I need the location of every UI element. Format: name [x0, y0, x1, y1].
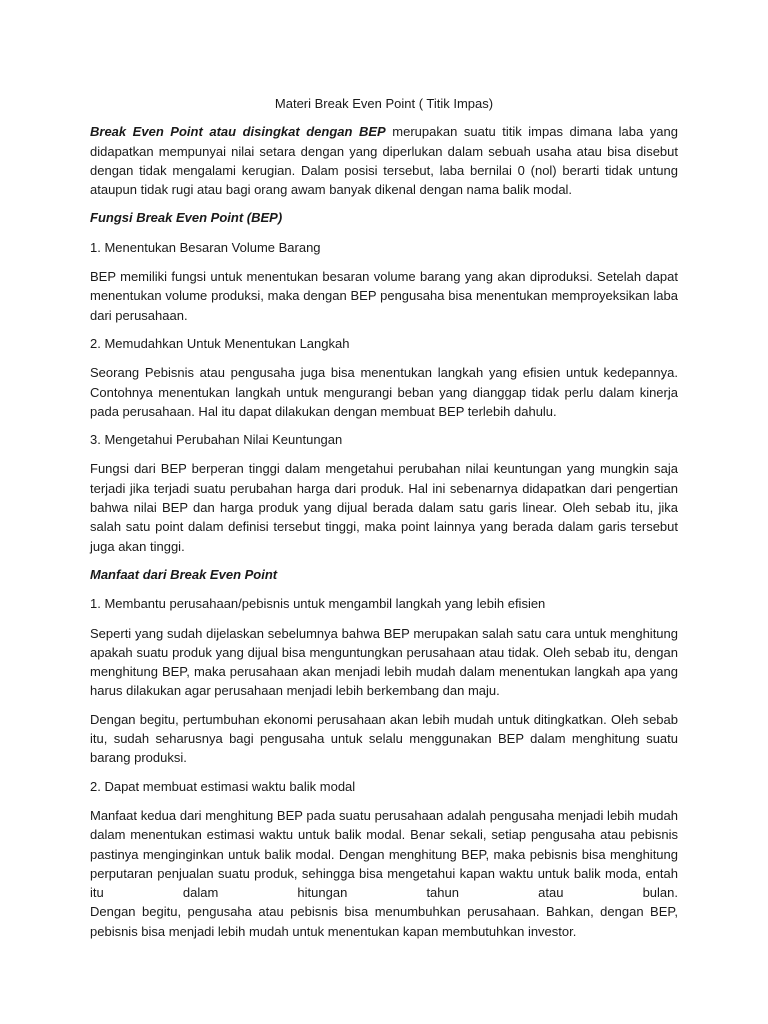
fungsi-item2-title: 2. Memudahkan Untuk Menentukan Langkah	[90, 335, 350, 351]
fungsi-item3-title: 3. Mengetahui Perubahan Nilai Keuntungan	[90, 432, 343, 448]
manfaat-heading: Manfaat dari Break Even Point	[90, 566, 278, 582]
fungsi-item3-body: Fungsi dari BEP berperan tinggi dalam mengetahui perubahan nilai keuntungan yang mungkin saja terjadi jika terjadi suatu perubahan harga dari produk. Hal ini sebenarnya didapatkan dari pengertian bahwa nilai BEP dan harga produk yang dijual berada dalam satu garis linear. Oleh sebab itu, jika salah satu point dalam definisi tersebut tinggi, maka point lainnya yang berada dalam garis tersebut juga akan tinggi.	[90, 461, 678, 554]
intro-lead: Break Even Point atau disingkat dengan BEP	[90, 124, 386, 140]
fungsi-item1-body: BEP memiliki fungsi untuk menentukan besaran volume barang yang akan diproduksi. Setelah dapat menentukan volume produksi, maka dengan BEP pengusaha bisa menentukan memproyeksikan laba dari perusahaan.	[90, 269, 678, 323]
manfaat-item2-body-a: Manfaat kedua dari menghitung BEP pada suatu perusahaan adalah pengusaha menjadi lebih mudah dalam menentukan estimasi waktu untuk balik modal. Benar sekali, setiap pengusaha atau pebisnis pastinya menginginkan untuk balik modal. Dengan menghitung BEP, maka pebisnis bisa menghitung perputaran penjualan suatu produk, sehingga bisa mengetahui kapan waktu untuk balik moda, entah itu dalam hitungan tahun atau bulan.	[90, 807, 678, 901]
document-title: Materi Break Even Point ( Titik Impas)	[274, 96, 494, 111]
manfaat-item2-body-b: Dengan begitu, pengusaha atau pebisnis bisa menumbuhkan perusahaan. Bahkan, dengan BEP, pebisnis bisa menjadi lebih mudah untuk menentukan kapan membutuhkan investor.	[90, 904, 678, 939]
fungsi-heading: Fungsi Break Even Point (BEP)	[90, 210, 283, 226]
intro-text: merupakan suatu titik impas dimana laba yang didapatkan mempunyai nilai setara dengan yang diperlukan dalam sebuah usaha atau bisa disebut dengan tidak mengalami kerugian. Dalam posisi tersebut, laba bernilai 0 (nol) berarti tidak untung ataupun tidak rugi atau bagi orang awam banyak dikenal dengan nama balik modal.	[90, 124, 678, 198]
manfaat-item1-body-a: Seperti yang sudah dijelaskan sebelumnya bahwa BEP merupakan salah satu cara untuk menghitung apakah suatu produk yang dijual bisa menguntungkan perusahaan atau tidak. Oleh sebab itu, dengan menghitung BEP, maka perusahaan akan menjadi lebih mudah dalam menentukan langkah apa yang harus dilakukan agar perusahaan menjadi lebih berkembang dan maju.	[90, 625, 678, 699]
manfaat-item2-title: 2. Dapat membuat estimasi waktu balik modal	[90, 778, 356, 794]
manfaat-item1-body-b: Dengan begitu, pertumbuhan ekonomi perusahaan akan lebih mudah untuk ditingkatkan. Oleh sebab itu, sudah seharusnya bagi pengusaha untuk selalu menggunakan BEP dalam menghitung suatu barang produksi.	[90, 711, 678, 766]
intro-paragraph	[90, 122, 678, 199]
manfaat-item1-title: 1. Membantu perusahaan/pebisnis untuk mengambil langkah yang lebih efisien	[90, 596, 546, 612]
fungsi-item1-title: 1. Menentukan Besaran Volume Barang	[90, 239, 321, 255]
fungsi-item2-body: Seorang Pebisnis atau pengusaha juga bisa menentukan langkah yang efisien untuk kedepannya. Contohnya menentukan langkah untuk mengurangi beban yang dianggap tidak perlu dalam kinerja pada perusahaan. Hal itu dapat dilakukan dengan membuat BEP terlebih dahulu.	[90, 365, 678, 419]
